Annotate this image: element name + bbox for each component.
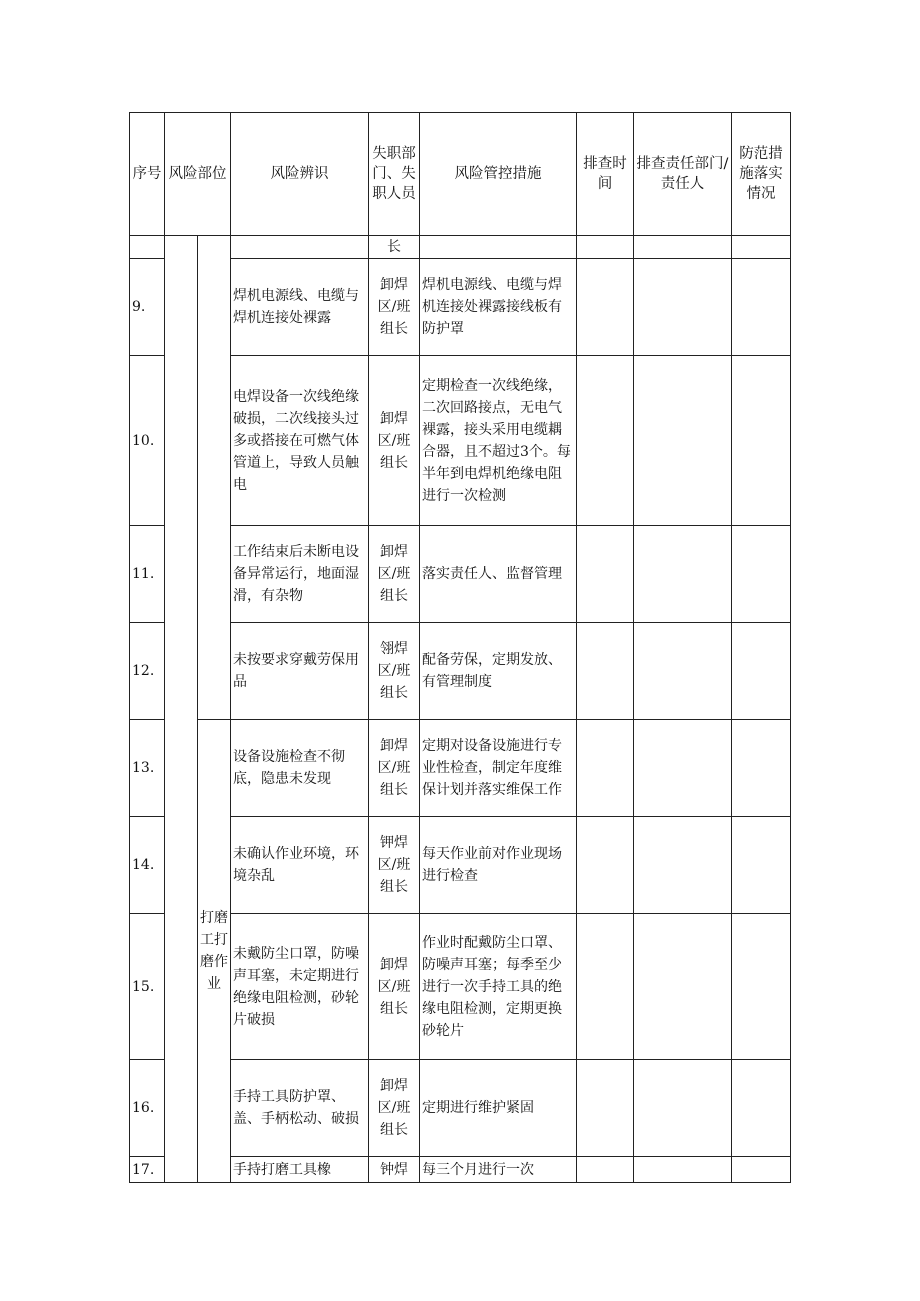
check-time-cell: [577, 720, 634, 817]
table-row: [130, 720, 791, 817]
status-cell: [732, 1060, 791, 1157]
row-number: 10.: [130, 356, 165, 526]
risk-identification: 设备设施检查不彻底，隐患未发现: [231, 720, 369, 817]
header-responsible: 排查责任部门/责任人: [634, 113, 732, 236]
control-measure: 定期对设备设施进行专业性检查，制定年度维保计划并落实维保工作: [420, 720, 577, 817]
control-measure: 配备劳保，定期发放、有管理制度: [420, 623, 577, 720]
control-measure: [420, 236, 577, 259]
risk-identification: 电焊设备一次线绝缘破损，二次线接头过多或搭接在可燃气体管道上，导致人员触电: [231, 356, 369, 526]
responsible-dept: 钾焊区/班组长: [369, 817, 420, 914]
row-number: 14.: [130, 817, 165, 914]
responsible-dept: 卸焊区/班组长: [369, 914, 420, 1060]
risk-identification: 焊机电源线、电缆与焊机连接处裸露: [231, 259, 369, 356]
header-row: [130, 113, 791, 236]
table-row: [130, 236, 791, 259]
check-time-cell: [577, 1157, 634, 1183]
responsible-cell: [634, 259, 732, 356]
row-number: 9.: [130, 259, 165, 356]
check-time-cell: [577, 623, 634, 720]
responsible-dept: 卸焊区/班组长: [369, 1060, 420, 1157]
header-status: 防范措施落实情况: [732, 113, 791, 236]
risk-identification: [231, 236, 369, 259]
status-cell: [732, 623, 791, 720]
header-no: 序号: [130, 113, 165, 236]
check-time-cell: [577, 526, 634, 623]
responsible-dept: 钟焊: [369, 1157, 420, 1183]
risk-control-table: [129, 112, 791, 1183]
status-cell: [732, 259, 791, 356]
control-measure: 定期进行维护紧固: [420, 1060, 577, 1157]
check-time-cell: [577, 236, 634, 259]
responsible-dept: 卸焊区/班组长: [369, 526, 420, 623]
risk-identification: 未戴防尘口罩，防噪声耳塞，未定期进行绝缘电阻检测，砂轮片破损: [231, 914, 369, 1060]
responsible-dept: 翎焊区/班组长: [369, 623, 420, 720]
responsible-cell: [634, 236, 732, 259]
risk-identification: 未按要求穿戴劳保用品: [231, 623, 369, 720]
responsible-cell: [634, 1157, 732, 1183]
risk-identification: 手持工具防护罩、盖、手柄松动、破损: [231, 1060, 369, 1157]
status-cell: [732, 1157, 791, 1183]
check-time-cell: [577, 259, 634, 356]
status-cell: [732, 236, 791, 259]
responsible-dept: 卸焊区/班组长: [369, 720, 420, 817]
check-time-cell: [577, 1060, 634, 1157]
check-time-cell: [577, 914, 634, 1060]
risk-part-cell: [165, 236, 198, 1183]
status-cell: [732, 817, 791, 914]
control-measure: 落实责任人、监督管理: [420, 526, 577, 623]
header-check-time: 排查时间: [577, 113, 634, 236]
control-measure: 焊机电源线、电缆与焊机连接处裸露接线板有防护罩: [420, 259, 577, 356]
responsible-cell: [634, 720, 732, 817]
responsible-cell: [634, 817, 732, 914]
responsible-cell: [634, 1060, 732, 1157]
row-number: 13.: [130, 720, 165, 817]
sub-area-label: 打磨工打磨作业: [198, 720, 231, 1183]
header-dept: 失职部门、失职人员: [369, 113, 420, 236]
responsible-cell: [634, 526, 732, 623]
check-time-cell: [577, 356, 634, 526]
risk-identification: 工作结束后未断电设备异常运行，地面湿滑，有杂物: [231, 526, 369, 623]
responsible-cell: [634, 356, 732, 526]
header-risk: 风险辨识: [231, 113, 369, 236]
row-number: 11.: [130, 526, 165, 623]
row-number: 17.: [130, 1157, 165, 1183]
row-number: 15.: [130, 914, 165, 1060]
responsible-dept: 长: [369, 236, 420, 259]
responsible-cell: [634, 623, 732, 720]
status-cell: [732, 720, 791, 817]
status-cell: [732, 914, 791, 1060]
row-number: 12.: [130, 623, 165, 720]
control-measure: 作业时配戴防尘口罩、防噪声耳塞；每季至少进行一次手持工具的绝缘电阻检测，定期更换砂轮片: [420, 914, 577, 1060]
header-measure: 风险管控措施: [420, 113, 577, 236]
check-time-cell: [577, 817, 634, 914]
control-measure: 定期检查一次线绝缘，二次回路接点，无电气裸露，接头采用电缆耦合器，且不超过3个。每半年到电焊机绝缘电阻进行一次检测: [420, 356, 577, 526]
row-number: 16.: [130, 1060, 165, 1157]
responsible-cell: [634, 914, 732, 1060]
risk-identification: 未确认作业环境，环境杂乱: [231, 817, 369, 914]
row-number: [130, 236, 165, 259]
control-measure: 每天作业前对作业现场进行检查: [420, 817, 577, 914]
responsible-dept: 卸焊区/班组长: [369, 259, 420, 356]
risk-identification: 手持打磨工具橡: [231, 1157, 369, 1183]
sub-area-cell-upper: [198, 236, 231, 720]
status-cell: [732, 526, 791, 623]
header-part: 风险部位: [165, 113, 231, 236]
control-measure: 每三个月进行一次: [420, 1157, 577, 1183]
status-cell: [732, 356, 791, 526]
responsible-dept: 卸焊区/班组长: [369, 356, 420, 526]
